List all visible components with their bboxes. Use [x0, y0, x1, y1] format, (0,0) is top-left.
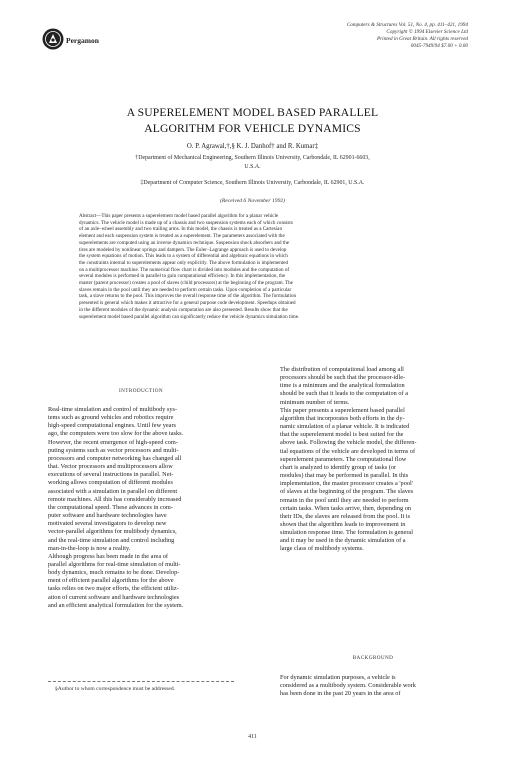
introduction-body — [48, 406, 234, 610]
paper-title — [40, 105, 465, 137]
text-line: their IDs, the slaves are released from the pool. It is — [280, 512, 411, 520]
text-line: of an axle–wheel assembly and two trailing arms. In this model, the chassis is treated as a Cartesian — [79, 226, 282, 233]
journal-line: Computers & Structures Vol. 51, No. 4, pp. 411–421, 1994 — [346, 22, 468, 28]
text-line: algorithm that incorporates both efforts in the dy- — [280, 414, 405, 422]
text-line: superelements are computed using an inverse dynamics technique. Suspension shock absorbers and the — [79, 239, 290, 246]
publisher-name: Pergamon — [66, 36, 99, 45]
text-line: shown that the algorithm leads to improvement in — [280, 520, 406, 528]
journal-line: Printed in Great Britain. All rights reserved — [376, 36, 468, 42]
affiliation-line: U.S.A. — [244, 164, 261, 170]
text-line: the system equations of motion. This leads to a system of differential and algebraic equations in which — [79, 253, 288, 260]
affiliation-mechanical — [55, 154, 450, 172]
text-line: puter software and hardware technologies have — [48, 512, 167, 520]
text-line: certain tasks. When tasks arrive, then, depending on — [280, 504, 412, 512]
title-line: A SUPERELEMENT MODEL BASED PARALLEL — [126, 106, 379, 119]
text-line: parallel algorithms for real-time simulation of multi- — [48, 560, 181, 568]
text-line: vector-parallel algorithms for multibody dynamics, — [48, 528, 177, 536]
text-line: tasks relies on two major efforts, the efficient utiliz- — [48, 585, 179, 593]
text-line: Although progress has been made in the area of — [48, 552, 168, 560]
affiliation-line: †Department of Mechanical Engineering, Southern Illinois University, Carbondale, IL 62901-6603, — [135, 155, 370, 161]
text-line: and an efficient analytical formulation for the system. — [48, 601, 184, 609]
text-line: task, a slave returns to the pool. This improves the overall response time of the algorithm. The formulation — [79, 293, 297, 300]
text-line: modules) that may be performed in parallel. In this — [280, 472, 409, 480]
text-line: remote machines. All this has considerably increased — [48, 495, 182, 503]
text-line: ment of efficient parallel algorithms for the above — [48, 577, 174, 585]
background-body — [280, 674, 466, 698]
text-line: motivated several investigators to develop new — [48, 520, 167, 528]
text-line: superelement model based parallel algorithm can significantly reduce the vehicle dynamics simulation time. — [79, 313, 300, 320]
background-heading: BACKGROUND — [352, 655, 394, 661]
journal-line: Copyright © 1994 Elsevier Science Ltd — [386, 29, 468, 35]
text-line: should be such that it leads to the computation of a — [280, 390, 409, 398]
text-line: in the different modules of the dynamic analysis computation are also presented. Results show that the — [79, 306, 288, 313]
affiliation-computer-science — [55, 179, 450, 188]
author-list: O. P. Agrawal,†,§ K. J. Danhof† and R. Kumar‡ — [186, 143, 319, 150]
text-line: on a multiprocessor machine. The numerical flow chart is divided into modules and the computation of — [79, 266, 290, 273]
abstract — [79, 213, 428, 320]
text-line: tial equations of the vehicle are developed in terms of — [280, 447, 416, 455]
text-line: master (parent processor) creates a pool of slaves (child processors) at the beginning of the program. The — [79, 280, 293, 287]
text-line: slaves remain in the pool until they are needed to perform certain tasks. Upon completion of a particular — [79, 286, 292, 293]
text-line: ago, the computers were too slow for the above tasks. — [48, 430, 184, 438]
text-line: has been done in the past 20 years in the area of — [280, 690, 401, 698]
journal-info — [248, 22, 468, 50]
right-column-text — [280, 366, 466, 554]
text-line: This paper presents a superelement based parallel — [280, 406, 405, 414]
journal-line: 0045-7949/94 $7.00 + 0.00 — [410, 43, 468, 49]
text-line: minimum number of terms. — [280, 398, 350, 406]
text-line: ation of current software and hardware technologies — [48, 593, 180, 601]
text-line: The distribution of computational load among all — [280, 366, 404, 373]
text-line: associated with a simulation in parallel on different — [48, 487, 178, 495]
text-line: tems such as ground vehicles and robotics require — [48, 414, 174, 422]
text-line: tires are modeled by nonlinear springs and dampers. The Euler–Lagrange approach is used to develop — [79, 246, 287, 253]
text-line: high-speed computational engines. Until few years — [48, 422, 177, 430]
text-line: and it may be used in the dynamic simulation of a — [280, 537, 406, 545]
text-line: that the superelement model is best suited for the — [280, 431, 404, 439]
text-line: of slaves at the beginning of the program. The slaves — [280, 488, 414, 496]
text-line: element and each suspension system is treated as a superelement. The parameters associated with the — [79, 233, 285, 240]
text-line: superelement parameters. The computational flow — [280, 455, 407, 463]
text-line: executions of several instructions in parallel. Net- — [48, 471, 174, 479]
text-line: Real-time simulation and control of multibody sys- — [48, 406, 178, 413]
text-line: that. Vector processors and multiprocessors allow — [48, 463, 173, 471]
text-line: man-in-the-loop is now a reality. — [48, 544, 131, 552]
text-line: body dynamics, much remains to be done. Develop- — [48, 569, 180, 577]
introduction-heading: INTRODUCTION — [119, 388, 163, 394]
text-line: For dynamic simulation purposes, a vehicle is — [280, 674, 396, 681]
footnote: §Author to whom correspondence must be addressed. — [55, 686, 176, 692]
received-date: (Received 6 November 1992) — [219, 198, 286, 204]
text-line: the computational speed. These advances in com- — [48, 503, 173, 511]
title-line: ALGORITHM FOR VEHICLE DYNAMICS — [144, 122, 361, 135]
text-line: large class of multibody systems. — [280, 545, 364, 553]
text-line: However, the recent emergence of high-speed com- — [48, 438, 178, 446]
text-line: the constraints internal to superelements appear only explicitly. The above formulation is implemented — [79, 259, 289, 266]
text-line: Abstract—This paper presents a superelement model based parallel algorithm for a planar vehicle — [79, 213, 279, 219]
text-line: implementation, the master processor creates a 'pool' — [280, 480, 413, 488]
text-line: namic simulation of a planar vehicle. It is indicated — [280, 423, 410, 431]
text-line: puting systems such as vector processors and multi- — [48, 446, 179, 454]
text-line: dynamics. The vehicle model is made up of a chassis and two suspension systems each of which consists — [79, 219, 293, 226]
page-number: 411 — [248, 734, 257, 740]
text-line: and the real-time simulation and control including — [48, 536, 175, 544]
affiliation-line: ‡Department of Computer Science, Southern Illinois University, Carbondale, IL 62901, U.S.A. — [140, 180, 365, 186]
footnote-divider — [48, 681, 234, 682]
text-line: processors and computer networking has changed all — [48, 454, 182, 462]
text-line: time is a minimum and the analytical formulation — [280, 382, 405, 390]
text-line: above task. Following the vehicle model, the differen- — [280, 439, 417, 447]
text-line: chart is analyzed to identify group of tasks (or — [280, 463, 397, 471]
text-line: considered as a multibody system. Considerable work — [280, 682, 416, 690]
text-line: remain in the pool until they are needed to perform — [280, 496, 409, 504]
text-line: simulation response time. The formulation is general — [280, 529, 413, 537]
text-line: processors should be such that the processor-idle- — [280, 374, 406, 382]
publisher-logo-icon — [42, 28, 64, 50]
text-line: working allows computation of different modules — [48, 479, 173, 487]
text-line: presented is general which makes it attractive for a general purpose code development. Speedups obtained — [79, 300, 296, 307]
text-line: several modules is performed in parallel to gain computational efficiency. In this implementation, the — [79, 273, 286, 280]
